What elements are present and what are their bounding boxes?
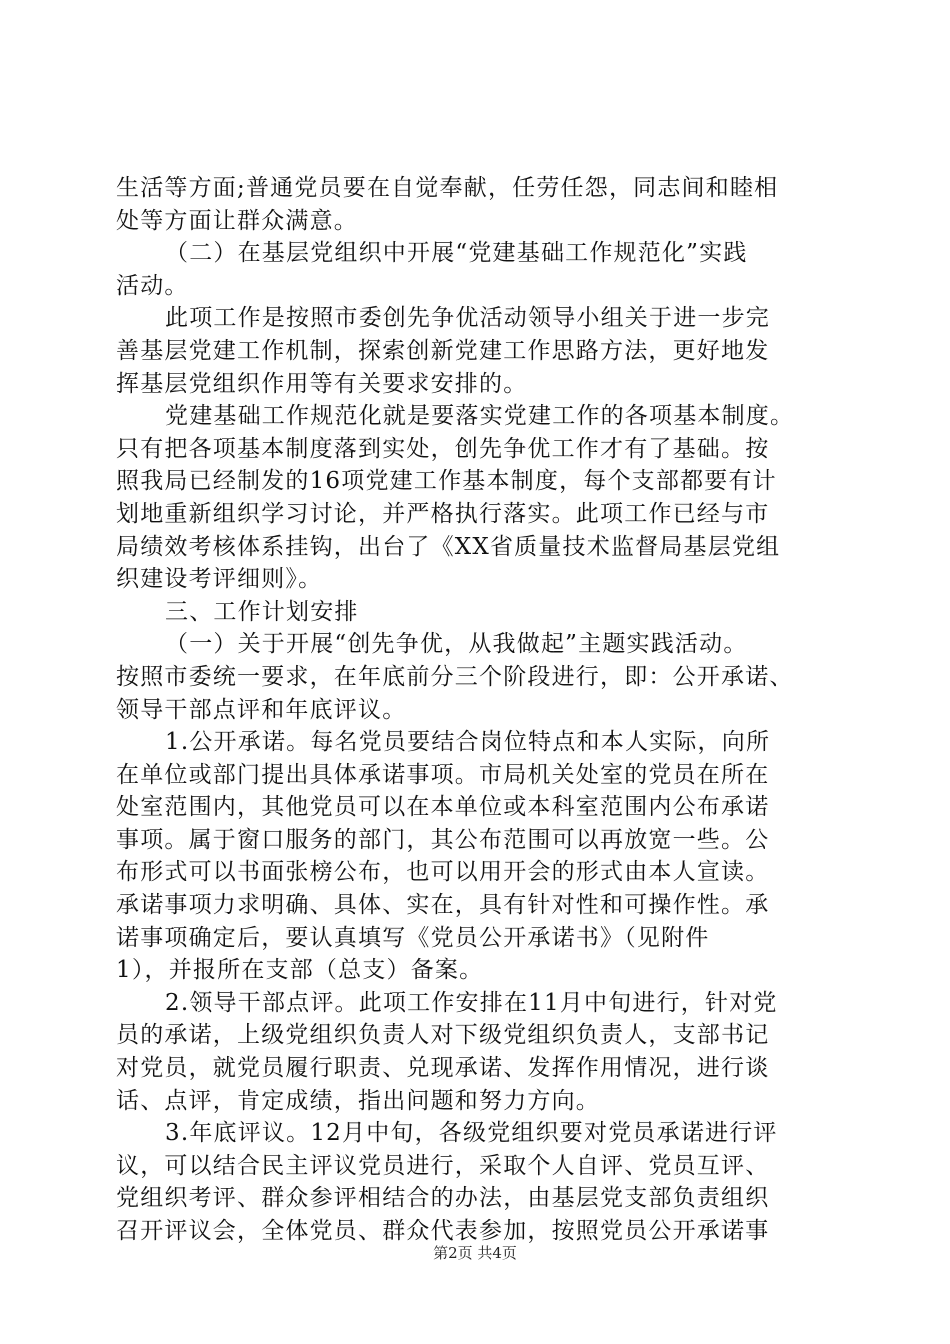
text-line: 1.公开承诺。每名党员要结合岗位特点和本人实际，向所 xyxy=(165,729,771,756)
text-line: 员的承诺，上级党组织负责人对下级党组织负责人，支部书记 xyxy=(116,1022,770,1049)
text-line: （二）在基层党组织中开展“党建基础工作规范化”实践 xyxy=(165,240,748,267)
text-line: 划地重新组织学习讨论，并严格执行落实。此项工作已经与市 xyxy=(116,500,770,527)
document-body xyxy=(116,172,836,1248)
text-line: 布形式可以书面张榜公布，也可以用开会的形式由本人宣读。 xyxy=(116,859,770,886)
text-line: 处等方面让群众满意。 xyxy=(116,207,358,234)
text-line: 生活等方面;普通党员要在自觉奉献，任劳任怨，同志间和睦相 xyxy=(116,175,779,201)
text-line: 局绩效考核体系挂钩，出台了《XX省质量技术监督局基层党组 xyxy=(116,533,781,560)
text-line: 1），并报所在支部（总支）备案。 xyxy=(116,957,484,984)
text-line: 议，可以结合民主评议党员进行，采取个人自评、党员互评、 xyxy=(116,1152,770,1179)
text-line: 党组织考评、群众参评相结合的办法，由基层党支部负责组织 xyxy=(116,1185,770,1212)
text-line: 2.领导干部点评。此项工作安排在11月中旬进行，针对党 xyxy=(165,989,778,1016)
text-line: 话、点评，肯定成绩，指出问题和努力方向。 xyxy=(116,1087,600,1114)
text-line: 领导干部点评和年底评议。 xyxy=(116,696,407,723)
text-line: 按照市委统一要求，在年底前分三个阶段进行，即：公开承诺、 xyxy=(116,663,794,690)
text-line: 党建基础工作规范化就是要落实党建工作的各项基本制度。 xyxy=(165,403,795,430)
text-line: 挥基层党组织作用等有关要求安排的。 xyxy=(116,370,528,397)
text-line: 善基层党建工作机制，探索创新党建工作思路方法，更好地发 xyxy=(116,337,770,364)
text-line: 织建设考评细则》。 xyxy=(116,566,323,593)
text-line: 召开评议会，全体党员、群众代表参加，按照党员公开承诺事 xyxy=(116,1218,770,1244)
text-line: 诺事项确定后，要认真填写《党员公开承诺书》（见附件 xyxy=(116,924,710,951)
text-line: 此项工作是按照市委创先争优活动领导小组关于进一步完 xyxy=(165,305,770,332)
text-line: 事项。属于窗口服务的部门，其公布范围可以再放宽一些。公 xyxy=(116,826,770,853)
text-line: 三、工作计划安排 xyxy=(165,598,359,625)
text-line: 处室范围内，其他党员可以在本单位或本科室范围内公布承诺 xyxy=(116,794,770,821)
text-line: 3.年底评议。12月中旬，各级党组织要对党员承诺进行评 xyxy=(165,1120,778,1147)
text-line: 承诺事项力求明确、具体、实在，具有针对性和可操作性。承 xyxy=(116,892,770,919)
text-line: 活动。 xyxy=(116,272,189,299)
text-line: 对党员，就党员履行职责、兑现承诺、发挥作用情况，进行谈 xyxy=(116,1055,770,1082)
page-footer: 第2页 共4页 xyxy=(433,1244,517,1262)
text-line: （一）关于开展“创先争优，从我做起”主题实践活动。 xyxy=(165,631,748,658)
text-line: 在单位或部门提出具体承诺事项。市局机关处室的党员在所在 xyxy=(116,761,770,788)
text-line: 只有把各项基本制度落到实处，创先争优工作才有了基础。按 xyxy=(116,435,770,462)
text-line: 照我局已经制发的16项党建工作基本制度，每个支部都要有计 xyxy=(116,468,777,495)
